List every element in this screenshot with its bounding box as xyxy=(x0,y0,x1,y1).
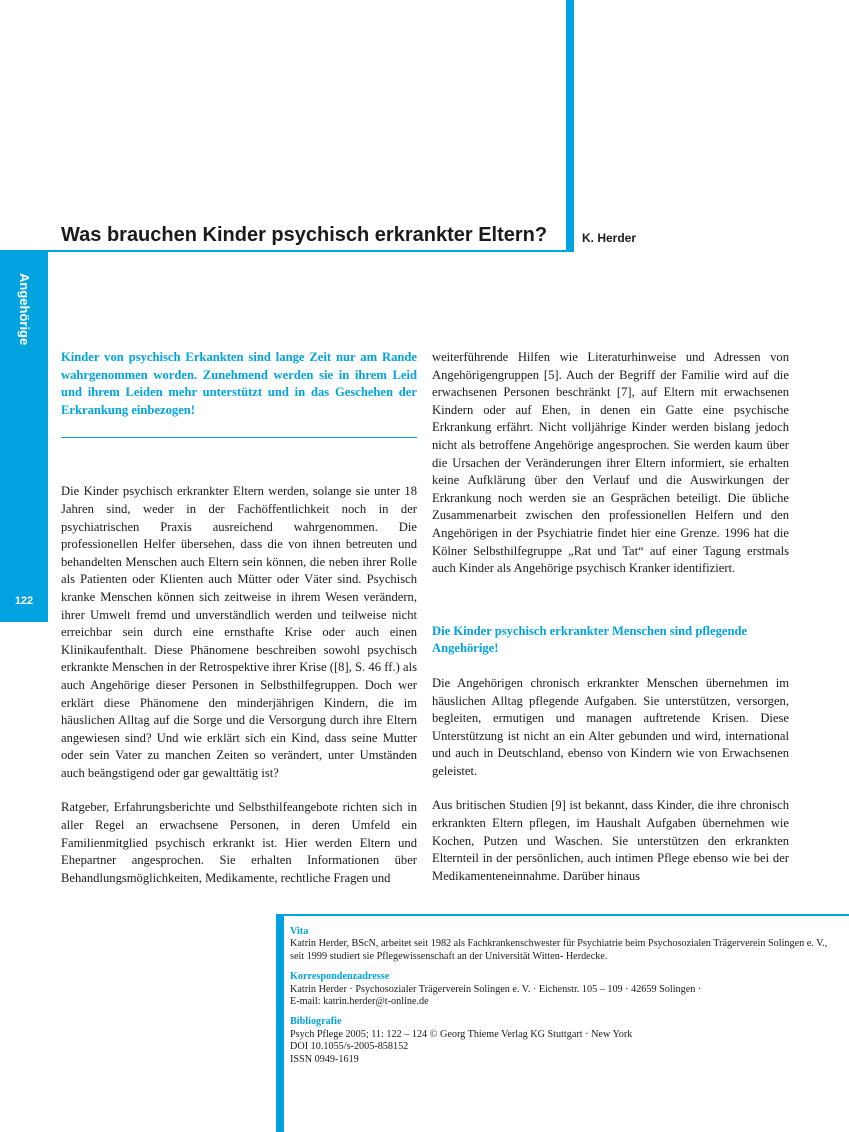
address-heading: Korrespondenzadresse xyxy=(290,971,390,983)
address-line: Katrin Herder · Psychosozialer Trägerverein Solingen e. V. · Eichenstr. 105 – 109 · 42659 Solingen · xyxy=(290,983,702,995)
doi-line: DOI 10.1055/s-2005-858152 xyxy=(290,1041,409,1053)
infobox-accent-bar xyxy=(276,914,284,1132)
infobox-top-rule xyxy=(276,914,849,916)
lead-paragraph: Kinder von psychisch Erkankten sind lange Zeit nur am Rande wahrgenommen worden. Zunehmend werden sie in ihrem Leid und ihrem Leiden mehr unterstützt und in das Geschehen der Erkrankung einbezogen! xyxy=(61,350,417,417)
title-rule xyxy=(0,250,574,252)
vita-text: Katrin Herder, BScN, arbeitet seit 1982 als Fachkrankenschwester für Psychiatrie beim Psychosozialen Trägerverein Solingen e. V., seit 1999 studiert sie Pflegewissenschaft an der Universität Witten- Herdecke. xyxy=(290,938,828,962)
vita-heading: Vita xyxy=(290,926,309,937)
citation-line: Psych Pflege 2005; 11: 122 – 124 © Georg Thieme Verlag KG Stuttgart · New York xyxy=(290,1028,633,1040)
email-line: E-mail: katrin.herder@t-online.de xyxy=(290,996,429,1008)
body-paragraph-4: Die Angehörigen chronisch erkrankter Menschen übernehmen im häuslichen Alltag pflegende Aufgaben. Sie unterstützen, versorgen, begleiten, ermutigen und managen auftretende Krisen. Diese Unterstützung ist nicht an ein Alter gebunden und wird, international und auch in Deutschland, ebenso von Kindern wie von Erwachsenen geleistet. xyxy=(432,675,789,778)
section-heading: Die Kinder psychisch erkrankter Menschen sind pflegende Angehörige! xyxy=(432,623,748,656)
author-info-box xyxy=(276,914,849,1132)
body-paragraph-2: Ratgeber, Erfahrungsberichte und Selbsthilfeangebote richten sich in aller Regel an erwachsene Personen, in deren Umfeld ein Familienmitglied psychisch erkrankt ist. Hier werden Eltern und Ehepartner angesprochen. Sie erhalten Informationen über Behandlungsmöglichkeiten, Medikamente, rechtliche Fragen und xyxy=(61,800,417,885)
right-column xyxy=(432,349,789,885)
bibliography-heading: Bibliografie xyxy=(290,1016,342,1028)
infobox-content xyxy=(290,926,830,1074)
page-number: 122 xyxy=(14,595,34,607)
section-label: Angehörige xyxy=(17,273,32,346)
left-column xyxy=(61,349,417,887)
address-section xyxy=(290,971,830,1008)
vita-section xyxy=(290,926,830,963)
body-paragraph-5: Aus britischen Studien [9] ist bekannt, dass Kinder, die ihre chronisch erkrankten Eltern pflegen, im Haushalt Aufgaben übernehmen wie Kochen, Putzen und Waschen. Sie unterstützen den erkrankten Elternteil in der persönlichen, auch intimen Pflege ebenso wie bei der Medikamenteneinnahme. Darüber hinaus xyxy=(432,798,789,883)
body-paragraph-3: weiterführende Hilfen wie Literaturhinweise und Adressen von Angehörigengruppen [5]. Auch der Begriff der Familie wird auf die erwachsenen Personen beschränkt [7], auf Eltern mit erwachsenen Kindern oder auf Ehen, in denen ein Gatte eine psychische Erkrankung erfährt. Nicht volljährige Kinder werden bislang jedoch nicht als betroffene Angehörige angesprochen. Sie werden kaum über die Ursachen der Veränderungen ihrer Eltern informiert, sie erhalten keine Aufklärung über den Verlauf und die Auswirkungen der Erkrankung noch werden sie an Gesprächen beteiligt. Die übliche Zusammenarbeit zwischen den professionellen Helfern und den Angehörigen in der Psychiatrie findet hier eine Grenze. 1996 hat die Kölner Selbsthilfegruppe „Rat und Tat“ auf einer Tagung erstmals auch Kinder als Angehörige psychisch Kranker identifiziert. xyxy=(432,350,789,576)
header-accent-bar xyxy=(566,0,574,252)
article-author: K. Herder xyxy=(582,231,637,245)
body-paragraph-1: Die Kinder psychisch erkrankter Eltern werden, solange sie unter 18 Jahren sind, weder in der Fachöffentlichkeit noch in der psychiatrischen Praxis ausreichend wahrgenommen. Die professionellen Helfer übersehen, dass die von ihnen betreuten und behandelten Menschen auch Eltern sein können, die neben ihrer Rolle als Patienten oder Klienten auch Mütter oder Väter sind. Psychisch kranke Menschen können sich zeitweise in ihrem Wesen verändern, ihrer Umwelt fremd und unverständlich werden und teilweise nicht erreichbar sein durch eine ernsthafte Krise oder auch einen Klinikaufenthalt. Diese Phänomene beschreiben sowohl psychisch erkrankte Menschen in der Retrospektive ihrer Krise ([8], S. 46 ff.) als auch Angehörige dieser Personen in Selbsthilfegruppen. Doch wer erklärt diese Phänomene den minderjährigen Kindern, die im häuslichen Alltag auf die Sorge und die Versorgung durch ihre Eltern angewiesen sind? Und wie erklärt sich ein Kind, dass seine Mutter oder sein Vater zu manchen Zeiten so verändert, unter Umständen auch beängstigend oder gar gewalttätig ist? xyxy=(61,484,417,780)
issn-line: ISSN 0949-1619 xyxy=(290,1053,359,1065)
bibliography-section xyxy=(290,1016,830,1066)
article-title: Was brauchen Kinder psychisch erkrankter Eltern? xyxy=(61,224,548,246)
